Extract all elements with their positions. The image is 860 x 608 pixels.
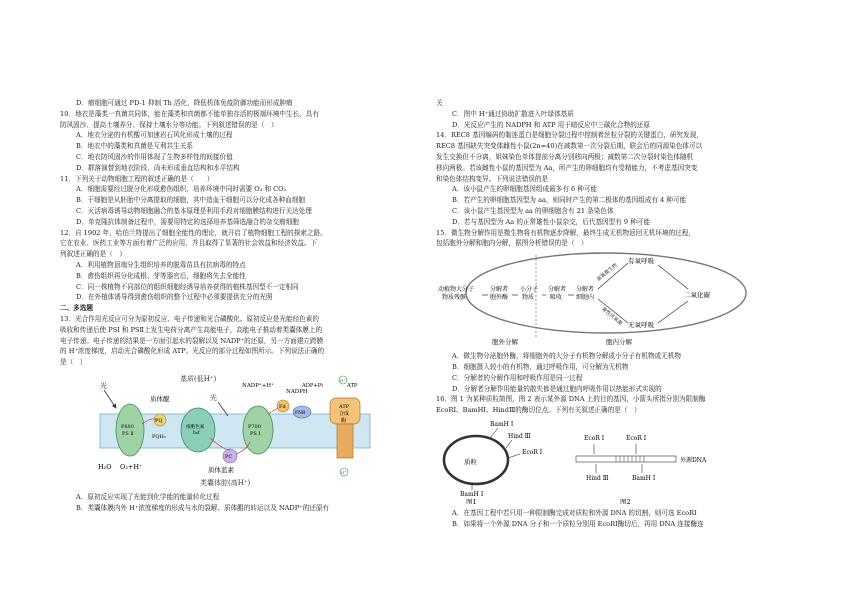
enzyme-down-label: 兼性厌氧菌 (600, 306, 624, 327)
atp-label: ATP (347, 382, 358, 389)
atp-synthase-label-1: ATP (339, 403, 350, 410)
b3-line2: 物质 (522, 294, 535, 302)
text-line: 列叙述正确的是（ ） (60, 250, 126, 259)
text-line: C．地衣防风固沙的作用体现了生物多样性的间接价值 (76, 152, 233, 161)
right-column (436, 98, 806, 530)
ecor-b-label: EcoR Ⅰ (626, 434, 647, 442)
light-reaction-diagram (90, 372, 390, 490)
b5-line2: 细胞内 (576, 294, 595, 302)
arrow-co2-2 (658, 301, 688, 323)
b2-line1: 分解者 (490, 286, 509, 294)
text-line: 移向两极。若该雌性小鼠的基因型为 Aa，所产生的卵细胞均有受精能力，不考虑基因突变 (436, 163, 698, 172)
text-line: 包括胞外分解和胞内分解，据图分析错误的是（ ） (436, 239, 588, 248)
text-line: D．瘤细胞可通过 PD-1 抑制 Th 活化，降低机体免疫防御功能而形成肿瘤 (76, 99, 293, 107)
pqh2-text: PQH₂ (152, 433, 166, 440)
text-line: B．干细胞是从胚胎中分离提取的细胞，其中造血干细胞可以分化成各种血细胞 (76, 196, 306, 205)
b4-line2: 吸收 (550, 294, 563, 302)
text-line: C．该小鼠产生基因型为 aa 的卵细胞含有 21 条染色体 (452, 206, 614, 215)
foreign-label: 外源DNA (680, 456, 707, 464)
text-line: B．如果将一个外源 DNA 分子和一个质粒分别用 EcoRⅠ酶切后，再用 DNA 连接酶连 (452, 519, 704, 528)
nadp-label: NADP⁺+H⁺ (242, 382, 275, 389)
ecor-pointer (508, 454, 520, 458)
text-line: A．利用植物顶端分生组织培养的脱毒苗具有抗病毒的特点 (76, 260, 246, 269)
b2-line2: 胞外酶 (490, 294, 509, 302)
text-line: 防风固沙、提高土壤养分、保持土壤水分等功能。下列叙述错误的是（ ） (60, 120, 278, 129)
text-line: 它在农业、医药工业等方面有着广泛的应用，并且取得了显著的社会效益和经济效益。下 (60, 239, 318, 248)
foreign-dna-bar (576, 456, 676, 462)
fig1-label: 图1 (466, 497, 477, 504)
text-line: A．地衣分泌的有机酸可加速岩石风化形成土壤的过程 (76, 131, 233, 140)
arrow-co2-1 (658, 265, 688, 289)
b1-line2: 物质残骸 (442, 294, 467, 302)
text-line: D．若与基因型为 Aa 的正常雄性小鼠杂交，后代基因型有 9 种可能 (452, 217, 650, 226)
figure-light-reaction (60, 372, 440, 490)
co2-label: 二氧化碳 (684, 291, 710, 300)
fnr-text: FNR (295, 410, 306, 416)
text-line: 14．REC8 基因编码的黏连蛋白是细胞分裂过程中控制着丝粒分裂的关键蛋白，研究发现， (436, 131, 703, 140)
bamh2-label: BamH Ⅰ (460, 490, 484, 498)
ext-label: 胞外分解 (492, 338, 518, 347)
text-line: 电子传递。电子传递的结果是一方面引起水的裂解以及 NADP⁺的还原，另一方面建立跨膜 (60, 336, 324, 345)
text-line: D．光反应产生的 NADPH 和 ATP 用于暗反应中三碳化合物的还原 (452, 120, 650, 129)
hplus-top: H⁺ (340, 377, 346, 383)
electron-path-4 (268, 408, 278, 414)
ps1-label-1: P700 (248, 423, 261, 430)
b1-line1: 动植物大分子 (438, 286, 475, 294)
figure-plasmid (436, 418, 806, 504)
hind-label: Hind Ⅲ (508, 432, 531, 440)
lumen-label: 类囊体腔(高H⁺) (200, 478, 251, 487)
hind-b-label: Hind Ⅲ (586, 474, 609, 482)
bamh-b-label: BamH Ⅰ (632, 474, 656, 482)
text-line: D．单克隆抗体制备过程中，需要用特定的选择培养基筛选融合的杂交瘤细胞 (76, 217, 299, 226)
adp-label: ADP+Pi (302, 382, 323, 389)
anaerobic-label: 无氧呼吸 (628, 321, 654, 330)
stroma-label: 基质(低H⁺) (180, 374, 217, 383)
plasmid-diagram (436, 418, 736, 504)
text-line: 关 (436, 99, 443, 107)
plasmid-label: 质粒 (464, 457, 477, 466)
atp-synthase-stalk (337, 424, 353, 458)
text-line: REC8 基因缺失突变体雌性小鼠(2n=40)在减数第一次分裂后期，联会后的同源染色体可以 (436, 142, 703, 151)
b4-line1: 分解者 (548, 286, 567, 294)
enzyme-up-label: 需氧微生物 (595, 262, 619, 284)
bamh-label: BamH Ⅰ (490, 420, 514, 428)
cytb6f-complex (181, 408, 215, 452)
text-line: 13．光合作用光反应可分为原初反应、电子传递和光合磷酸化。原初反应是光能经色素的 (60, 314, 319, 323)
cytb6f-label-1: 细胞色素 (186, 424, 205, 430)
int-label: 胞内分解 (606, 338, 632, 347)
ecor-a-label: EcoR Ⅰ (584, 434, 605, 442)
text-line: C．灭活病毒诱导动物细胞融合的基本原理是利用手段对细胞膜结构进行关达处理 (76, 206, 312, 215)
nadph-label: NADPH (286, 388, 308, 395)
text-line: 11．下列关于动物细胞工程的叙述正确的是（ ） (60, 174, 214, 183)
text-line: B．类囊体膜内外 H⁺浓度梯度的形成与水的裂解、质体醌的转运以及 NADP⁺的还原有 (76, 503, 330, 512)
pq-label: 质体醌 (150, 394, 170, 403)
text-line: C．同一株植物不同部位的组织细胞经诱导培养获得的植株基因型不一定相同 (76, 282, 299, 291)
text-line: 是（ ） (60, 358, 87, 367)
text-line: D．群落演替到地衣阶段，尚未形成垂直结构和水平结构 (76, 163, 240, 172)
right-text-block-bottom (436, 508, 806, 530)
water-label: H₂O (98, 462, 112, 471)
text-line: C．分解者的分解作用和呼吸作用是同一过程 (452, 373, 583, 382)
b5-line1: 分解者 (576, 286, 595, 294)
light-label-2: 光 (210, 393, 217, 402)
light-arrow-1 (104, 390, 116, 408)
figure-decomposition (436, 251, 806, 347)
pc-text: PC (225, 453, 233, 460)
text-line: A．原初反应实现了光能到化学能的能量转化过程 (76, 492, 220, 501)
atp-synthase-label-2: 合成 (339, 410, 350, 417)
text-line: 发生交换但不分离，姐妹染色单体提前分离分别移向两极；减数第二次分裂时染色体随机 (436, 152, 694, 161)
text-line: B．若产生的卵细胞基因型为 aa，则同时产生的第二极体的基因组成有 4 种可能 (452, 196, 687, 205)
left-text-block-bottom (60, 492, 440, 514)
text-line: 吸收和传递后使 PSI 和 PSⅡ上发生电荷分离产生高能电子，高能电子推动着类囊体膜上的 (60, 325, 323, 334)
oxygen-label: O₂+H⁺ (120, 462, 143, 471)
text-line: 10．地衣是藻类一真菌共同体，能在藻类和真菌都不能单独存活的极端环境中生长，具有 (60, 109, 319, 118)
ps2-label-2: PS Ⅱ (122, 430, 134, 437)
text-line: 12．自 1902 年，哈伯兰特提出了细胞全能性的理论，就开启了植物细胞工程的探索之路。 (60, 228, 327, 237)
hind-pointer (506, 440, 512, 448)
ps2-label-1: P680 (121, 423, 134, 430)
ps1-label-2: PS Ⅰ (250, 430, 261, 437)
text-line: B．地衣中的藻类和真菌是互利共生关系 (76, 142, 193, 151)
text-line: 二、多选题 (60, 304, 93, 313)
b3-line1: 小分子 (520, 286, 539, 294)
text-line: D．分解者分解作用能量的散失都是通过胞内呼吸作用以热能形式实现的 (452, 384, 662, 393)
left-text-block (60, 98, 440, 368)
text-line: EcoRⅠ、BamHⅠ、HindⅢ的酶切位点。下列有关叙述正确的是（ ） (436, 406, 641, 415)
decomposition-diagram (436, 251, 766, 347)
text-line: A．该小鼠产生的卵细胞基因组成最多有 6 种可能 (452, 185, 598, 194)
text-line: 15．微生物分解作用是微生物将有机物逐步降解，最终生成无机物返回无机环境的过程， (436, 228, 695, 237)
text-line: A．细胞需要经过脱分化形成愈伤组织，培养环境中同时需要 O₂ 和 CO₂ (76, 185, 287, 194)
light-label-1: 光 (100, 381, 107, 390)
fd-text: Fd (279, 403, 286, 410)
cytb6f-label-2: b₆f (193, 430, 200, 436)
text-line: A．微生物分泌胞外酶，将细胞外的大分子有机物分解成小分子有机物或无机物 (452, 352, 681, 361)
right-text-block (436, 98, 806, 249)
text-line: B．愈伤组织再分化成根、芽等器官后，细胞将失去全能性 (76, 271, 246, 280)
atp-synthase-label-3: 酶 (341, 417, 347, 424)
text-line: 16．图 1 为某种质粒简图，图 2 表示某外源 DNA 上的目的基因，小箭头所指分别为限制酶 (436, 395, 706, 404)
text-line: C．图中 H⁺通过协助扩散进入叶绿体基质 (452, 109, 574, 118)
ps2-complex (116, 404, 144, 456)
pc-label: 质体蓝素 (208, 465, 234, 474)
text-line: B．细胞摄入较小的有机物，通过呼吸作用，可分解为无机物 (452, 362, 629, 371)
text-line: 的 H⁺浓度梯度，启动光合磷酸化形成 ATP。光反应的部分过程如图所示。下列说法正确的 (60, 347, 325, 356)
right-text-block-mid (436, 351, 806, 416)
ecor-label: EcoR Ⅰ (522, 448, 543, 456)
text-line: A．在基因工程中若只用一种限制酶完成对质粒和外源 DNA 的切割，则可选 EcoRⅠ (452, 508, 697, 517)
text-line: 和染色体结构变异。下列说法错误的是 (436, 174, 549, 183)
hplus-bottom: H⁺ (341, 469, 347, 475)
aerobic-label: 有氧呼吸 (628, 257, 654, 266)
fig2-label: 图2 (620, 497, 631, 504)
pq-text: PQ (155, 417, 163, 424)
bamh-pointer (490, 428, 498, 438)
left-column (60, 98, 440, 514)
text-line: D．在外植体诱导得到愈伤组织的整个过程中必须要提供充分的光照 (76, 293, 273, 302)
